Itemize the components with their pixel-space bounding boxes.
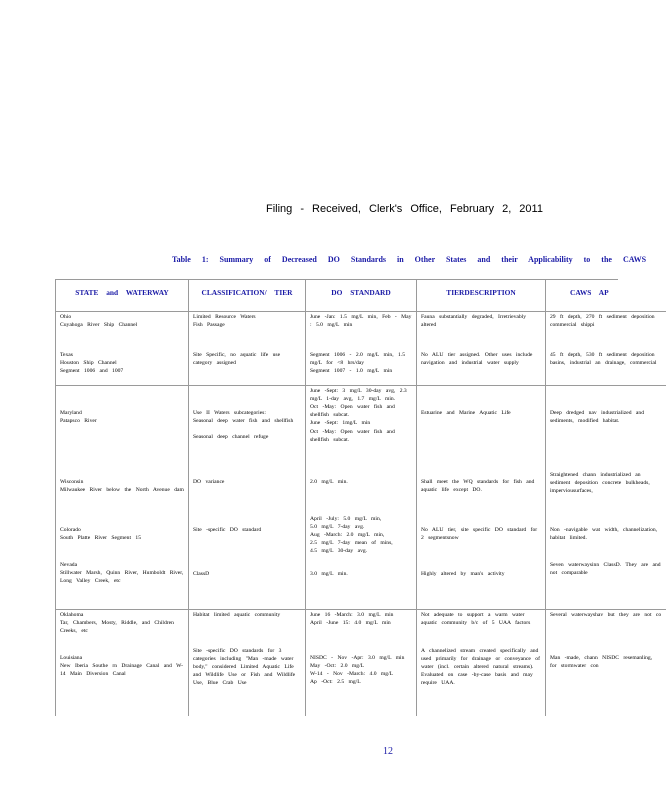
- cell-description: Highly altered by man's activity: [417, 560, 546, 610]
- page-number: 12: [383, 746, 393, 757]
- table-header-row: [56, 280, 666, 312]
- cell-classification: Limited Resource Waters Fish Passage: [189, 312, 306, 350]
- header-tier-description: TIERDESCRIPTION: [417, 280, 546, 312]
- cell-caws: 29 ft depth, 270 ft sediment deposition commercial shippi: [546, 312, 666, 350]
- cell-standard: 2.0 mg/L min.: [306, 470, 417, 514]
- header-caws: CAWS AP: [546, 280, 666, 312]
- cell-classification: Use II Waters subcategories: Seasonal deep water fish and shellfish Seasonal deep channel refuge: [189, 386, 306, 470]
- cell-description: Fauna substantially degraded, Irretrievably altered: [417, 312, 546, 350]
- table-row: [56, 514, 666, 560]
- cell-classification: ClassD: [189, 560, 306, 610]
- cell-state: Wisconsin Milwaukee River below the North Avenue dam: [56, 470, 189, 514]
- cell-state: Maryland Patapsco River: [56, 386, 189, 470]
- cell-state: Ohio Cuyahoga River Ship Channel: [56, 312, 189, 350]
- cell-standard: 3.0 mg/L min.: [306, 560, 417, 610]
- cell-state: Oklahoma Tar, Chambers, Mosty, Riddle, and Children Creeks, etc: [56, 610, 189, 646]
- table-row: [56, 312, 666, 350]
- cell-state: Texas Houston Ship Channel Segment 1006 and 1007: [56, 350, 189, 386]
- cell-standard: Segment 1006 - 2.0 mg/L min, 1.5 mg/L for <8 hrs/day Segment 1007 - 1.0 mg/L min: [306, 350, 417, 386]
- cell-standard: NISDC - Nov -Apr: 3.0 mg/L min May -Oct: 2.0 mg/L W-14 - Nov -March: 4.0 mg/L Ap -Oct: 2.5 mg/L: [306, 646, 417, 716]
- filing-stamp: Filing - Received, Clerk's Office, February 2, 2011: [266, 203, 543, 215]
- header-state: STATE and WATERWAY: [56, 280, 189, 312]
- table-row: [56, 350, 666, 386]
- table-row: [56, 646, 666, 716]
- cell-description: Not adequate to support a warm water aquatic community b/c of 5 UAA factors: [417, 610, 546, 646]
- cell-description: A channelized stream created specifically and used primarily for drainage or conveyance of water (incl. certain altered natural streams). Evaluated on case -by-case basis and may require UAA.: [417, 646, 546, 716]
- summary-table-container: [55, 279, 662, 722]
- cell-description: No ALU tier, site specific DO standard for 2 segmentsnow: [417, 514, 546, 560]
- cell-description: Estuarine and Marine Aquatic Life: [417, 386, 546, 470]
- cell-caws: Straightened chann industrialized an sediment deposition concrete bulkheads, imperviousurfaces,: [546, 470, 666, 514]
- cell-state: Louisiana New Iberia Southe rn Drainage Canal and W-14 Main Diversion Canal: [56, 646, 189, 716]
- cell-classification: DO variance: [189, 470, 306, 514]
- cell-description: Shall meet the WQ standards for fish and aquatic life except DO.: [417, 470, 546, 514]
- cell-caws: Deep dredged nav industrialized and sediments, modified habitat.: [546, 386, 666, 470]
- cell-state: Colorado South Platte River Segment 15: [56, 514, 189, 560]
- header-classification: CLASSIFICATION/ TIER: [189, 280, 306, 312]
- summary-table: [55, 280, 666, 716]
- table-caption: Table 1: Summary of Decreased DO Standards in Other States and their Applicability to the CAWS: [172, 255, 647, 264]
- cell-classification: Site -specific DO standards for 3 categories including "Man -made water body," considered Limited Aquatic Life and Wildlife Use or Fish and Wildlife Use, Blue Crab Use: [189, 646, 306, 716]
- cell-classification: Habitat limited aquatic community: [189, 610, 306, 646]
- cell-caws: 45 ft depth, 530 ft sediment deposition basins, industrial an drainage, commercial: [546, 350, 666, 386]
- cell-state: Nevada Stillwater Marsh, Quinn River, Humboldt River, Long Valley Creek, etc: [56, 560, 189, 610]
- cell-classification: Site Specific, no aquatic life use category assigned: [189, 350, 306, 386]
- cell-caws: Several waterwayshav but they are not co: [546, 610, 666, 646]
- cell-classification: Site -specific DO standard: [189, 514, 306, 560]
- cell-standard: April -July: 5.0 mg/L min, 5.0 mg/L 7-day avg. Aug -March: 2.0 mg/L min, 2.5 mg/L 7-day mean of mins, 4.5 mg/L 30-day avg.: [306, 514, 417, 560]
- cell-caws: Man -made, chann NISDC resemanling, for stormwater con: [546, 646, 666, 716]
- table-row: [56, 560, 666, 610]
- cell-standard: June 16 -March: 3.0 mg/L min April -June 15: 4.0 mg/L min: [306, 610, 417, 646]
- table-row: [56, 386, 666, 470]
- table-row: [56, 610, 666, 646]
- cell-description: No ALU tier assigned. Other uses include navigation and industrial water supply: [417, 350, 546, 386]
- cell-caws: Non -navigable wat width, channelization, habitat limited.: [546, 514, 666, 560]
- cell-standard: June -Sept: 3 mg/L 30-day avg, 2.3 mg/L 1-day avg, 1.7 mg/L min. Oct -May: Open water fish and shellfish subcat. June -Sept: 1mg/L min Oct -May: Open water fish and shellfish subcat.: [306, 386, 417, 470]
- cell-caws: Seven waterwaysinn ClassD. They are and not comparable: [546, 560, 666, 610]
- cell-standard: June -Jan: 1.5 mg/L min, Feb - May : 5.0 mg/L min: [306, 312, 417, 350]
- table-row: [56, 470, 666, 514]
- header-do-standard: DO STANDARD: [306, 280, 417, 312]
